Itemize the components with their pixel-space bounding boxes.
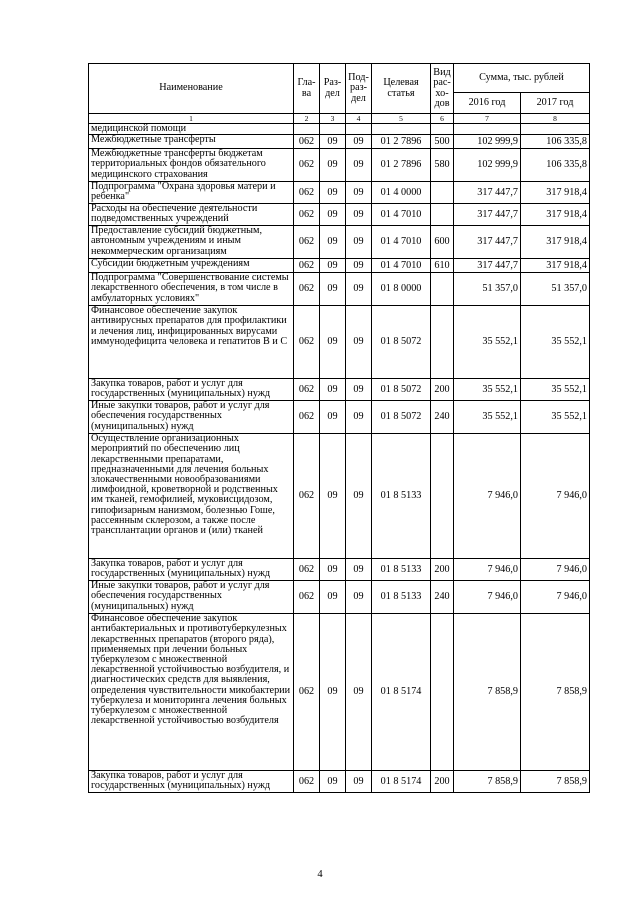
header-year-2016: 2016 год	[454, 93, 521, 114]
row-sum-2017: 7 946,0	[521, 434, 590, 559]
table-row	[89, 273, 590, 306]
row-podrazdel: 09	[346, 226, 372, 259]
row-razdel: 09	[320, 379, 346, 401]
row-razdel	[320, 124, 346, 135]
header-vid: Вид рас- хо- дов	[431, 64, 454, 114]
header-glava: Гла- ва	[294, 64, 320, 114]
row-name: Межбюджетные трансферты	[89, 135, 294, 149]
row-sum-2016: 7 858,9	[454, 771, 521, 793]
row-target: 01 2 7896	[372, 135, 431, 149]
row-name: Межбюджетные трансферты бюджетам территориальных фондов обязательного медицинского страхования	[89, 149, 294, 182]
row-razdel: 09	[320, 434, 346, 559]
row-target: 01 8 5133	[372, 434, 431, 559]
row-podrazdel: 09	[346, 614, 372, 771]
row-name: Финансовое обеспечение закупок антивирусных препаратов для профилактики и лечения лиц, инфицированных вирусами иммунодефицита человека и гепатитов B и C	[89, 306, 294, 379]
row-podrazdel: 09	[346, 581, 372, 614]
row-sum-2016: 102 999,9	[454, 149, 521, 182]
row-razdel: 09	[320, 204, 346, 226]
row-name: Подпрограмма "Охрана здоровья матери и ребенка"	[89, 182, 294, 204]
row-vid: 200	[431, 559, 454, 581]
row-sum-2017: 7 946,0	[521, 559, 590, 581]
row-vid: 240	[431, 581, 454, 614]
budget-table	[88, 63, 590, 793]
row-glava: 062	[294, 401, 320, 434]
row-sum-2016: 35 552,1	[454, 379, 521, 401]
row-sum-2017: 35 552,1	[521, 379, 590, 401]
row-vid	[431, 124, 454, 135]
row-podrazdel: 09	[346, 135, 372, 149]
row-razdel: 09	[320, 614, 346, 771]
row-podrazdel: 09	[346, 306, 372, 379]
header-razdel: Раз- дел	[320, 64, 346, 114]
table-row	[89, 259, 590, 273]
row-vid: 600	[431, 226, 454, 259]
header-target: Целевая статья	[372, 64, 431, 114]
row-target: 01 8 5072	[372, 306, 431, 379]
row-glava: 062	[294, 182, 320, 204]
row-sum-2016: 317 447,7	[454, 259, 521, 273]
row-razdel: 09	[320, 259, 346, 273]
row-sum-2016: 7 946,0	[454, 434, 521, 559]
row-podrazdel: 09	[346, 559, 372, 581]
row-target	[372, 124, 431, 135]
row-sum-2016: 317 447,7	[454, 204, 521, 226]
row-sum-2017: 317 918,4	[521, 226, 590, 259]
page-number: 4	[317, 869, 323, 880]
row-razdel: 09	[320, 559, 346, 581]
row-name: Закупка товаров, работ и услуг для государственных (муниципальных) нужд	[89, 379, 294, 401]
row-vid	[431, 182, 454, 204]
row-target: 01 8 5072	[372, 379, 431, 401]
row-sum-2017: 317 918,4	[521, 182, 590, 204]
row-glava: 062	[294, 259, 320, 273]
row-glava: 062	[294, 204, 320, 226]
table-row	[89, 581, 590, 614]
header-podrazdel: Под- раз- дел	[346, 64, 372, 114]
row-glava	[294, 124, 320, 135]
row-sum-2017: 106 335,8	[521, 149, 590, 182]
row-sum-2016: 7 858,9	[454, 614, 521, 771]
row-razdel: 09	[320, 226, 346, 259]
column-number: 2	[294, 114, 320, 124]
table-row	[89, 226, 590, 259]
column-number: 1	[89, 114, 294, 124]
row-podrazdel: 09	[346, 273, 372, 306]
row-sum-2016: 51 357,0	[454, 273, 521, 306]
row-target: 01 8 5072	[372, 401, 431, 434]
row-name: медицинской помощи	[89, 124, 294, 135]
row-podrazdel: 09	[346, 149, 372, 182]
row-sum-2017: 7 946,0	[521, 581, 590, 614]
row-glava: 062	[294, 614, 320, 771]
row-name: Закупка товаров, работ и услуг для государственных (муниципальных) нужд	[89, 771, 294, 793]
row-sum-2016: 317 447,7	[454, 226, 521, 259]
row-sum-2017: 51 357,0	[521, 273, 590, 306]
header-sum: Сумма, тыс. рублей	[454, 64, 590, 93]
row-sum-2017: 106 335,8	[521, 135, 590, 149]
table-row	[89, 182, 590, 204]
row-sum-2017: 35 552,1	[521, 306, 590, 379]
row-podrazdel: 09	[346, 434, 372, 559]
row-target: 01 4 7010	[372, 226, 431, 259]
row-razdel: 09	[320, 306, 346, 379]
row-razdel: 09	[320, 149, 346, 182]
row-glava: 062	[294, 135, 320, 149]
row-name: Субсидии бюджетным учреждениям	[89, 259, 294, 273]
row-podrazdel: 09	[346, 401, 372, 434]
row-sum-2017: 35 552,1	[521, 401, 590, 434]
table-row	[89, 204, 590, 226]
row-name: Осуществление организационных мероприятий по обеспечению лиц лекарственными препаратами, предназначенными для лечения больных злокачественными новообразованиями лимфоидной, кроветворной и родственных им тканей, гемофилией, муковисцидозом, гипофизарным нанизмом, болезнью Гоше, рассеянным склерозом, а также после трансплантации органов и (или) тканей	[89, 434, 294, 559]
table-row	[89, 135, 590, 149]
row-razdel: 09	[320, 401, 346, 434]
row-target: 01 4 0000	[372, 182, 431, 204]
table-row	[89, 559, 590, 581]
row-target: 01 4 7010	[372, 204, 431, 226]
row-sum-2016: 35 552,1	[454, 401, 521, 434]
table-row	[89, 771, 590, 793]
row-vid	[431, 614, 454, 771]
row-razdel: 09	[320, 182, 346, 204]
row-vid	[431, 306, 454, 379]
row-podrazdel: 09	[346, 259, 372, 273]
row-razdel: 09	[320, 771, 346, 793]
row-target: 01 8 0000	[372, 273, 431, 306]
row-name: Расходы на обеспечение деятельности подведомственных учреждений	[89, 204, 294, 226]
row-podrazdel: 09	[346, 379, 372, 401]
table-row	[89, 149, 590, 182]
column-number: 8	[521, 114, 590, 124]
row-sum-2017: 7 858,9	[521, 771, 590, 793]
row-glava: 062	[294, 434, 320, 559]
header-year-2017: 2017 год	[521, 93, 590, 114]
row-sum-2017	[521, 124, 590, 135]
row-sum-2016: 102 999,9	[454, 135, 521, 149]
row-sum-2016: 317 447,7	[454, 182, 521, 204]
table-body	[89, 124, 590, 793]
row-glava: 062	[294, 581, 320, 614]
row-vid	[431, 434, 454, 559]
row-vid	[431, 204, 454, 226]
row-sum-2016: 7 946,0	[454, 581, 521, 614]
row-vid: 200	[431, 771, 454, 793]
row-vid: 500	[431, 135, 454, 149]
row-razdel: 09	[320, 135, 346, 149]
row-sum-2017: 317 918,4	[521, 204, 590, 226]
row-vid: 580	[431, 149, 454, 182]
row-name: Предоставление субсидий бюджетным, автономным учреждениям и иным некоммерческим организациям	[89, 226, 294, 259]
row-name: Иные закупки товаров, работ и услуг для обеспечения государственных (муниципальных) нужд	[89, 401, 294, 434]
column-number: 5	[372, 114, 431, 124]
column-number: 4	[346, 114, 372, 124]
row-podrazdel: 09	[346, 771, 372, 793]
row-target: 01 8 5133	[372, 559, 431, 581]
header-name: Наименование	[89, 64, 294, 114]
row-sum-2016: 35 552,1	[454, 306, 521, 379]
column-number: 3	[320, 114, 346, 124]
table-row	[89, 306, 590, 379]
row-razdel: 09	[320, 581, 346, 614]
table-row	[89, 379, 590, 401]
row-target: 01 4 7010	[372, 259, 431, 273]
row-glava: 062	[294, 226, 320, 259]
row-vid	[431, 273, 454, 306]
row-podrazdel: 09	[346, 182, 372, 204]
row-name: Подпрограмма "Совершенствование системы лекарственного обеспечения, в том числе в амбулаторных условиях"	[89, 273, 294, 306]
row-target: 01 8 5174	[372, 614, 431, 771]
row-vid: 200	[431, 379, 454, 401]
table-row	[89, 614, 590, 771]
row-podrazdel: 09	[346, 204, 372, 226]
column-number: 7	[454, 114, 521, 124]
row-target: 01 8 5133	[372, 581, 431, 614]
row-podrazdel	[346, 124, 372, 135]
row-glava: 062	[294, 149, 320, 182]
column-number: 6	[431, 114, 454, 124]
row-glava: 062	[294, 559, 320, 581]
table-row	[89, 434, 590, 559]
row-sum-2016	[454, 124, 521, 135]
row-razdel: 09	[320, 273, 346, 306]
row-name: Финансовое обеспечение закупок антибактериальных и противотуберкулезных лекарственных препаратов (второго ряда), применяемых при лечении больных туберкулезом с множественной лекарственной устойчивостью возбудителя, и диагностических средств для выявления, определения чувствительности микобактерии туберкулеза и мониторинга лечения больных туберкулезом с множественной лекарственной устойчивостью возбудителя	[89, 614, 294, 771]
row-sum-2017: 7 858,9	[521, 614, 590, 771]
table-row	[89, 124, 590, 135]
row-target: 01 8 5174	[372, 771, 431, 793]
row-glava: 062	[294, 306, 320, 379]
row-name: Иные закупки товаров, работ и услуг для обеспечения государственных (муниципальных) нужд	[89, 581, 294, 614]
row-vid: 240	[431, 401, 454, 434]
row-sum-2016: 7 946,0	[454, 559, 521, 581]
row-glava: 062	[294, 379, 320, 401]
row-name: Закупка товаров, работ и услуг для государственных (муниципальных) нужд	[89, 559, 294, 581]
table-row	[89, 401, 590, 434]
row-glava: 062	[294, 771, 320, 793]
row-target: 01 2 7896	[372, 149, 431, 182]
row-sum-2017: 317 918,4	[521, 259, 590, 273]
row-glava: 062	[294, 273, 320, 306]
row-vid: 610	[431, 259, 454, 273]
